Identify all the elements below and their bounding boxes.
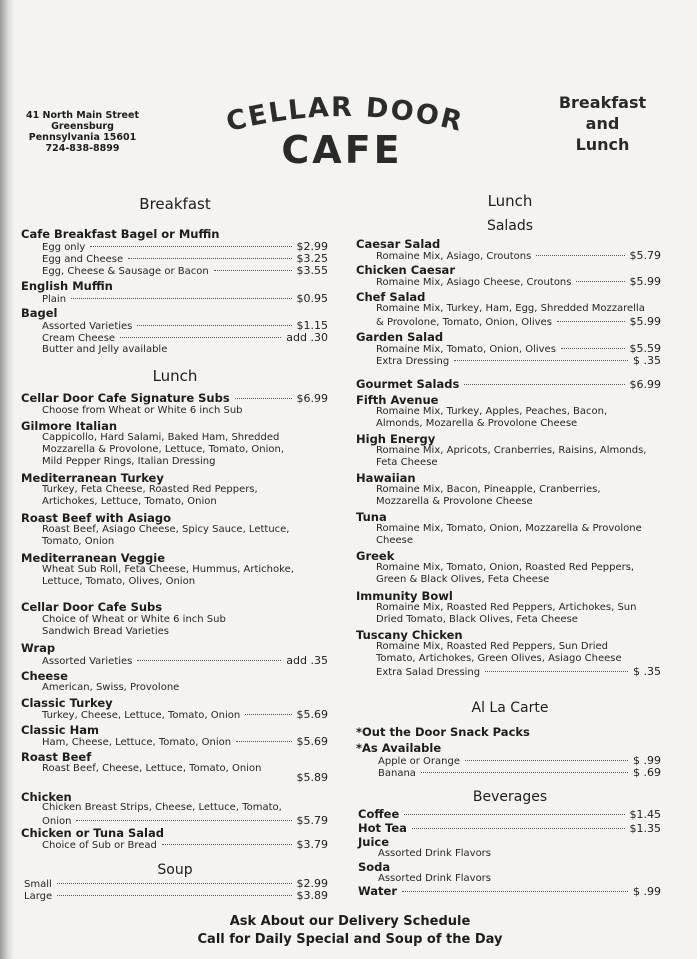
page-edge-shadow: [0, 0, 14, 959]
chicken-desc-1: Chicken Breast Strips, Cheese, Lettuce, Tomato,: [42, 802, 282, 813]
logo-cafe: CAFE: [281, 128, 403, 172]
fifth-title: Fifth Avenue: [356, 393, 439, 407]
fifth-desc-1: Romaine Mix, Turkey, Apples, Peaches, Bacon,: [376, 406, 608, 417]
tuscany-title: Tuscany Chicken: [356, 628, 463, 642]
address-city: Greensburg: [51, 121, 114, 132]
wrap-title: Wrap: [21, 641, 56, 655]
caesar-title: Caesar Salad: [356, 237, 441, 251]
menu-row-assorted: Assorted Varieties $1.15: [42, 319, 328, 332]
roast-asiago-title: Roast Beef with Asiago: [21, 511, 172, 525]
chicken-title: Chicken: [21, 790, 72, 804]
tuna-title: Tuna: [356, 510, 387, 524]
roast-beef-desc: Roast Beef, Cheese, Lettuce, Tomato, Onion: [42, 763, 262, 774]
greek-title: Greek: [356, 549, 395, 563]
juice-desc: Assorted Drink Flavors: [378, 848, 492, 859]
breakfast-heading: Breakfast: [139, 195, 211, 213]
med-turkey-desc-2: Artichokes, Lettuce, Tomato, Onion: [42, 496, 217, 507]
immunity-desc-1: Romaine Mix, Roasted Red Peppers, Artichokes, Sun: [376, 602, 637, 613]
menu-row-soup-large: Large $3.89: [24, 889, 328, 902]
hawaiian-desc-1: Romaine Mix, Bacon, Pineapple, Cranberries,: [376, 484, 601, 495]
tagline-lunch: Lunch: [575, 135, 630, 154]
greek-desc-2: Green & Black Olives, Feta Cheese: [376, 574, 550, 585]
chef-title: Chef Salad: [356, 290, 426, 304]
soda-title: Soda: [358, 860, 391, 874]
menu-row-extra-salad-dressing: Extra Salad Dressing $ .35: [376, 665, 661, 678]
med-veggie-title: Mediterranean Veggie: [21, 551, 166, 565]
cafe-subs-title: Cellar Door Cafe Subs: [21, 600, 163, 614]
classic-ham-title: Classic Ham: [21, 723, 99, 737]
menu-row-soup-small: Small $2.99: [24, 877, 328, 890]
menu-row-hot-tea: Hot Tea $1.35: [358, 821, 661, 835]
footer-daily-special: Call for Daily Special and Soup of the Day: [197, 932, 503, 947]
tagline: [535, 92, 670, 155]
soda-desc: Assorted Drink Flavors: [378, 873, 492, 884]
gilmore-desc-1: Cappicollo, Hard Salami, Baked Ham, Shredded: [42, 432, 280, 443]
logo-top-text: CELLAR DOOR: [223, 96, 467, 139]
hawaiian-desc-2: Mozzarella & Provolone Cheese: [376, 496, 533, 507]
as-available-title: *As Available: [356, 741, 442, 755]
cafe-subs-desc-2: Sandwich Bread Varieties: [42, 626, 169, 637]
menu-row-signature-subs: Cellar Door Cafe Signature Subs $6.99: [21, 391, 328, 405]
fifth-desc-2: Almonds, Mozarella & Provolone Cheese: [376, 418, 578, 429]
signature-desc: Choose from Wheat or White 6 inch Sub: [42, 405, 243, 416]
cheese-desc: American, Swiss, Provolone: [42, 682, 180, 693]
med-turkey-title: Mediterranean Turkey: [21, 471, 164, 485]
menu-row-chef: & Provolone, Tomato, Onion, Olives $5.99: [376, 315, 661, 328]
address-state-zip: Pennsylvania 15601: [28, 132, 137, 143]
cafe-subs-desc-1: Choice of Wheat or White 6 inch Sub: [42, 614, 226, 625]
bagel-title: Bagel: [21, 306, 58, 320]
garden-title: Garden Salad: [356, 330, 444, 344]
immunity-title: Immunity Bowl: [356, 589, 453, 603]
menu-row-gourmet: Gourmet Salads $6.99: [356, 377, 661, 391]
bagel-muffin-title: Cafe Breakfast Bagel or Muffin: [21, 227, 220, 241]
juice-title: Juice: [358, 835, 390, 849]
lunch-heading-left: Lunch: [152, 367, 198, 385]
address-street: 41 North Main Street: [26, 110, 139, 121]
menu-row-classic-turkey: Turkey, Cheese, Lettuce, Tomato, Onion $5.69: [42, 708, 328, 721]
tuna-desc-2: Cheese: [376, 535, 413, 546]
menu-row-garden: Romaine Mix, Tomato, Onion, Olives $5.59: [376, 342, 661, 355]
menu-row-chicken: Onion $5.79: [42, 814, 328, 827]
med-veggie-desc-2: Lettuce, Tomato, Olives, Onion: [42, 576, 196, 587]
tuscany-desc-2: Tomato, Artichokes, Green Olives, Asiago Cheese: [376, 653, 622, 664]
snack-packs-title: *Out the Door Snack Packs: [356, 725, 530, 739]
beverages-heading: Beverages: [472, 789, 548, 805]
menu-row-apple: Apple or Orange $ .99: [378, 754, 661, 767]
gilmore-desc-2: Mozzarella & Provolone, Lettuce, Tomato, Onion,: [42, 444, 285, 455]
high-energy-title: High Energy: [356, 432, 436, 446]
soup-heading: Soup: [157, 862, 193, 878]
tagline-breakfast: Breakfast: [558, 93, 647, 112]
greek-desc-1: Romaine Mix, Tomato, Onion, Roasted Red Peppers,: [376, 562, 635, 573]
salads-heading: Salads: [486, 218, 534, 234]
roast-beef-title: Roast Beef: [21, 750, 92, 764]
address-block: [20, 110, 145, 154]
menu-row-chicken-tuna: Choice of Sub or Bread $3.79: [42, 838, 328, 851]
high-energy-desc-2: Feta Cheese: [376, 457, 438, 468]
menu-row-coffee: Coffee $1.45: [358, 807, 661, 821]
butter-jelly-note: Butter and Jelly available: [42, 344, 168, 355]
footer-delivery: Ask About our Delivery Schedule: [229, 914, 471, 929]
chicken-caesar-title: Chicken Caesar: [356, 263, 455, 277]
menu-row-egg-sausage: Egg, Cheese & Sausage or Bacon $3.55: [42, 264, 328, 277]
med-turkey-desc-1: Turkey, Feta Cheese, Roasted Red Peppers,: [42, 484, 258, 495]
hawaiian-title: Hawaiian: [356, 471, 416, 485]
lunch-heading-right: Lunch: [487, 192, 533, 210]
tagline-and: and: [585, 114, 620, 133]
menu-row-cream-cheese: Cream Cheese add .30: [42, 331, 328, 344]
menu-row-classic-ham: Ham, Cheese, Lettuce, Tomato, Onion $5.69: [42, 735, 328, 748]
cheese-title: Cheese: [21, 669, 68, 683]
chef-desc-1: Romaine Mix, Turkey, Ham, Egg, Shredded Mozzarella: [376, 303, 645, 314]
chicken-tuna-title: Chicken or Tuna Salad: [21, 826, 164, 840]
menu-row-chicken-caesar: Romaine Mix, Asiago Cheese, Croutons $5.99: [376, 275, 661, 288]
high-energy-desc-1: Romaine Mix, Apricots, Cranberries, Raisins, Almonds,: [376, 445, 647, 456]
menu-row-plain: Plain $0.95: [42, 292, 328, 305]
menu-row-egg-cheese: Egg and Cheese $3.25: [42, 252, 328, 265]
immunity-desc-2: Dried Tomato, Black Olives, Feta Cheese: [376, 614, 578, 625]
menu-row-wrap: Assorted Varieties add .35: [42, 654, 328, 667]
alacarte-heading: Al La Carte: [471, 700, 549, 716]
menu-row-banana: Banana $ .69: [378, 766, 661, 779]
menu-row-egg-only: Egg only $2.99: [42, 240, 328, 253]
roast-asiago-desc-2: Tomato, Onion: [42, 536, 115, 547]
med-veggie-desc-1: Wheat Sub Roll, Feta Cheese, Hummus, Artichoke,: [42, 564, 294, 575]
address-phone: 724-838-8899: [45, 143, 120, 154]
menu-row-roast-beef-price: $5.89: [296, 771, 328, 784]
menu-row-extra-dressing: Extra Dressing $ .35: [376, 354, 661, 367]
menu-row-water: Water $ .99: [358, 884, 661, 898]
english-muffin-title: English Muffin: [21, 279, 113, 293]
gilmore-desc-3: Mild Pepper Rings, Italian Dressing: [42, 456, 216, 467]
roast-asiago-desc-1: Roast Beef, Asiago Cheese, Spicy Sauce, Lettuce,: [42, 524, 290, 535]
classic-turkey-title: Classic Turkey: [21, 696, 113, 710]
tuscany-desc-1: Romaine Mix, Roasted Red Peppers, Sun Dried: [376, 641, 608, 652]
menu-row-caesar: Romaine Mix, Asiago, Croutons $5.79: [376, 249, 661, 262]
tuna-desc-1: Romaine Mix, Tomato, Onion, Mozzarella & Provolone: [376, 523, 642, 534]
gilmore-title: Gilmore Italian: [21, 419, 118, 433]
